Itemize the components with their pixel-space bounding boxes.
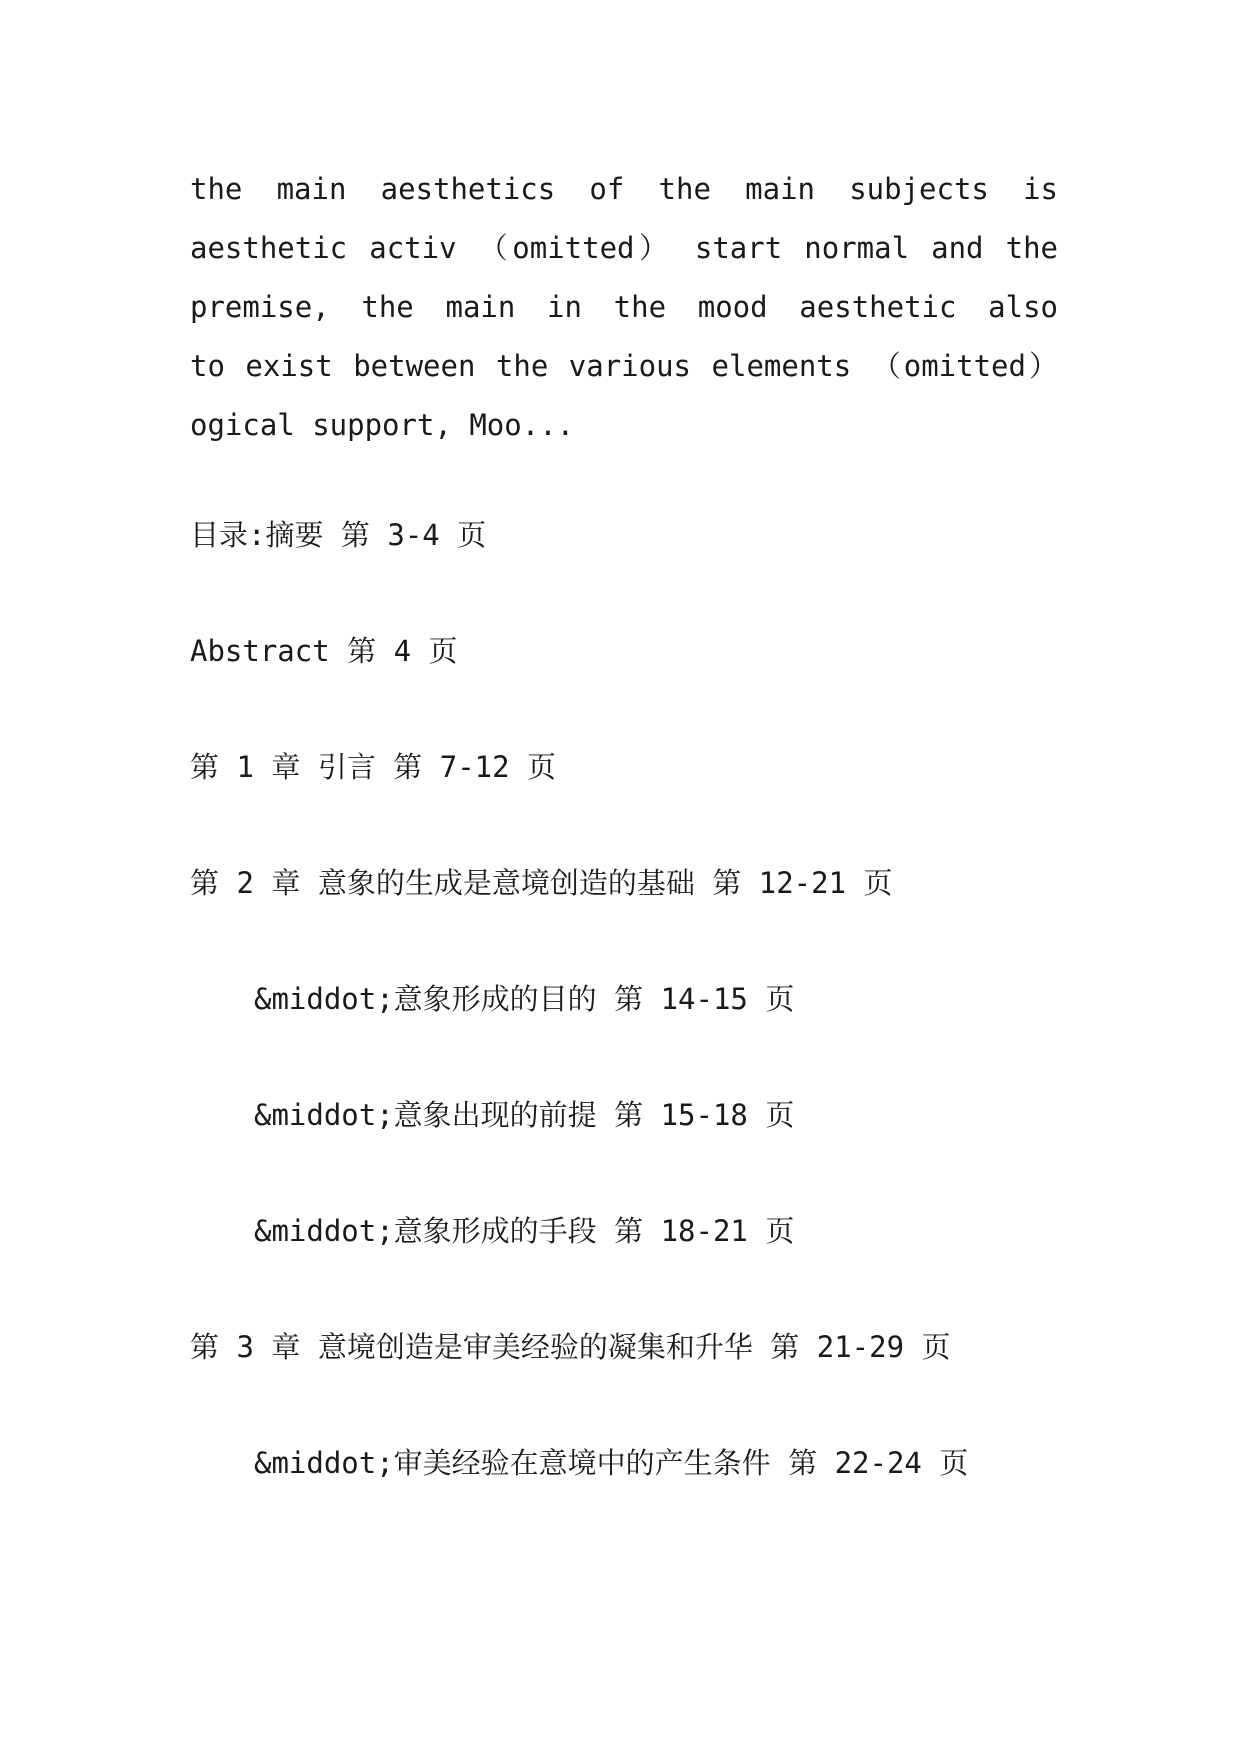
toc-entry-chapter-2: 第 2 章 意象的生成是意境创造的基础 第 12-21 页 xyxy=(190,866,893,900)
toc-subentry: &middot;意象形成的目的 第 14-15 页 xyxy=(254,982,795,1016)
paragraph-line: aesthetic activ （omitted） start normal and the xyxy=(190,231,1058,265)
toc-entry-summary: 目录:摘要 第 3-4 页 xyxy=(190,518,487,552)
paragraph-line: ogical support, Moo... xyxy=(190,408,575,442)
toc-entry-chapter-3: 第 3 章 意境创造是审美经验的凝集和升华 第 21-29 页 xyxy=(190,1330,951,1364)
paragraph-line: the main aesthetics of the main subjects is xyxy=(190,172,1058,206)
paragraph-line: premise, the main in the mood aesthetic also xyxy=(190,290,1058,324)
toc-subentry: &middot;意象形成的手段 第 18-21 页 xyxy=(254,1214,795,1248)
toc-entry-chapter-1: 第 1 章 引言 第 7-12 页 xyxy=(190,750,557,784)
paragraph-line: to exist between the various elements （omitted） xyxy=(190,349,1058,383)
toc-subentry: &middot;意象出现的前提 第 15-18 页 xyxy=(254,1098,795,1132)
toc-entry-abstract: Abstract 第 4 页 xyxy=(190,634,458,668)
toc-subentry: &middot;审美经验在意境中的产生条件 第 22-24 页 xyxy=(254,1446,969,1480)
